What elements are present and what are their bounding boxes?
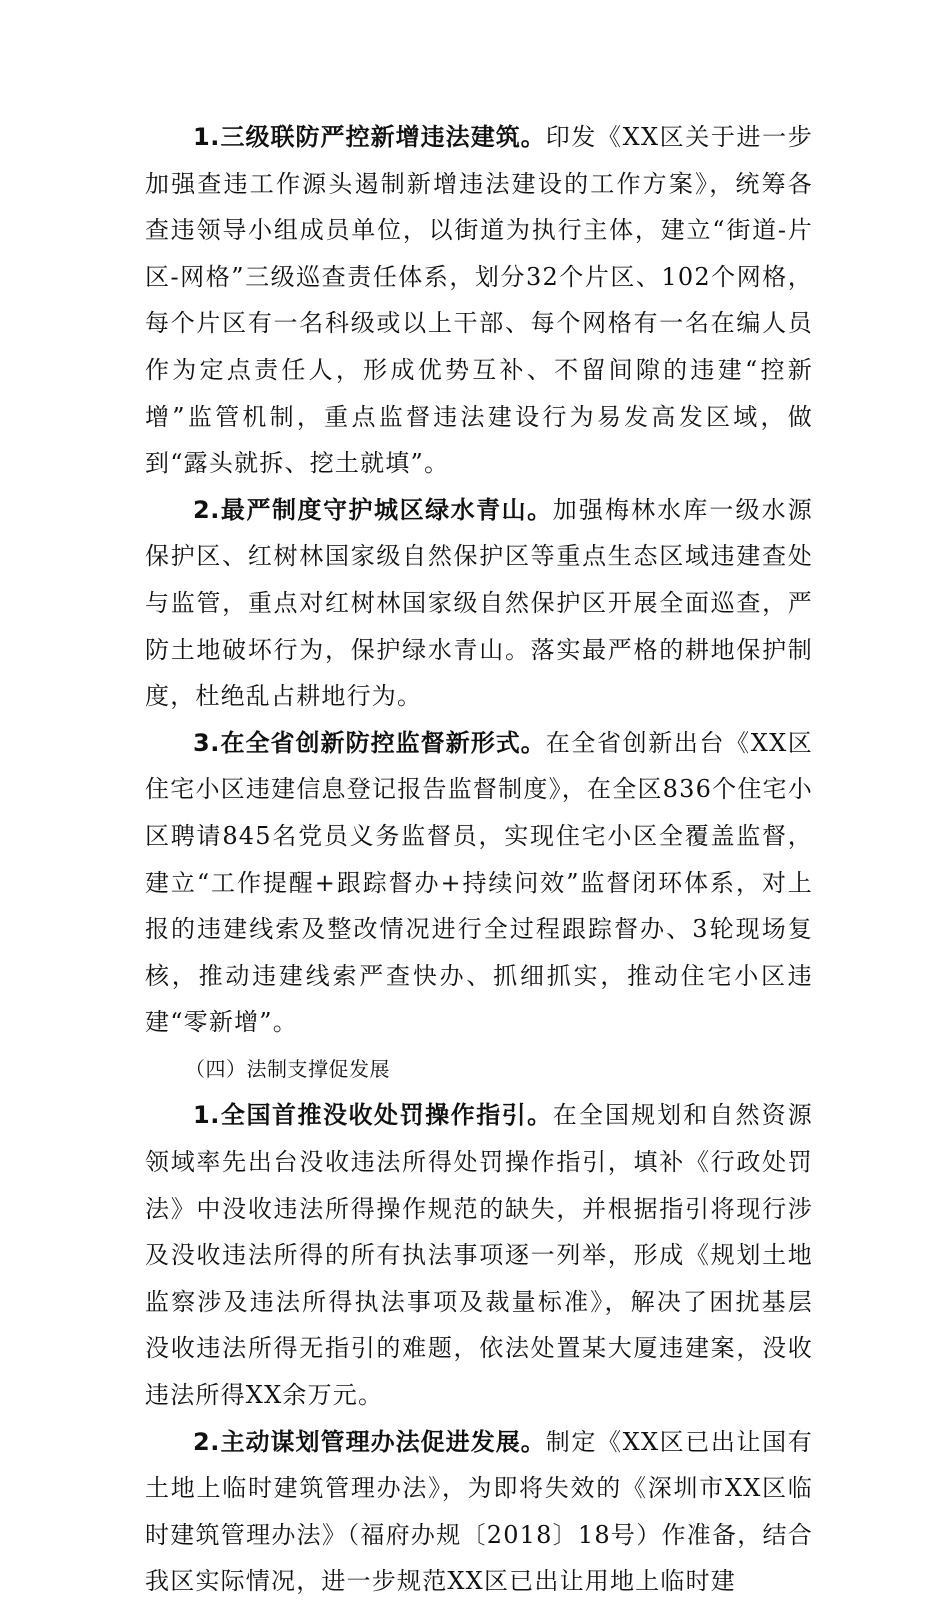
section-paragraph-2-lead: 2.主动谋划管理办法促进发展。 [193, 1427, 546, 1456]
paragraph-3-lead: 3.在全省创新防控监督新形式。 [193, 728, 546, 757]
section-paragraph-2 [145, 1419, 813, 1605]
paragraph-3 [145, 720, 813, 1046]
document-body [145, 114, 813, 1605]
section-paragraph-1-body: 在全国规划和自然资源领域率先出台没收违法所得处罚操作指引，填补《行政处罚法》中没收违法所得操作规范的缺失，并根据指引将现行涉及没收违法所得的所有执法事项逐一列举，形成《规划土地监察涉及违法所得执法事项及裁量标准》，解决了困扰基层没收违法所得无指引的难题，依法处置某大厦违建案，没收违法所得XX余万元。 [145, 1101, 813, 1410]
section-heading: （四）法制支撑促发展 [185, 1056, 390, 1081]
section-paragraph-1 [145, 1092, 813, 1418]
section-paragraph-1-lead: 1.全国首推没收处罚操作指引。 [193, 1101, 553, 1130]
paragraph-1-lead: 1.三级联防严控新增违法建筑。 [193, 123, 546, 151]
section-paragraph-2-body: 制定《XX区已出让国有土地上临时建筑管理办法》，为即将失效的《深圳市XX区临时建筑管理办法》（福府办规〔2018〕18号）作准备，结合我区实际情况，进一步规范XX区已出让用地上临时建 [145, 1427, 813, 1596]
paragraph-2-body: 加强梅林水库一级水源保护区、红树林国家级自然保护区等重点生态区域违建查处与监管，重点对红树林国家级自然保护区开展全面巡查，严防土地破坏行为，保护绿水青山。落实最严格的耕地保护制度，杜绝乱占耕地行为。 [145, 495, 813, 711]
paragraph-1 [145, 114, 813, 487]
paragraph-1-body: 印发《XX区关于进一步加强查违工作源头遏制新增违法建设的工作方案》，统筹各查违领导小组成员单位，以街道为执行主体，建立“街道-片区-网格”三级巡查责任体系，划分32个片区、102个网格，每个片区有一名科级或以上干部、每个网格有一名在编人员作为定点责任人，形成优势互补、不留间隙的违建“控新增”监管机制，重点监督违法建设行为易发高发区域，做到“露头就拆、挖土就填”。 [145, 123, 813, 478]
paragraph-2 [145, 487, 813, 720]
paragraph-3-body: 在全省创新出台《XX区住宅小区违建信息登记报告监督制度》，在全区836个住宅小区聘请845名党员义务监督员，实现住宅小区全覆盖监督，建立“工作提醒+跟踪督办+持续问效”监督闭环体系，对上报的违建线索及整改情况进行全过程跟踪督办、3轮现场复核，推动违建线索严查快办、抓细抓实，推动住宅小区违建“零新增”。 [145, 728, 813, 1037]
paragraph-2-lead: 2.最严制度守护城区绿水青山。 [193, 495, 553, 524]
